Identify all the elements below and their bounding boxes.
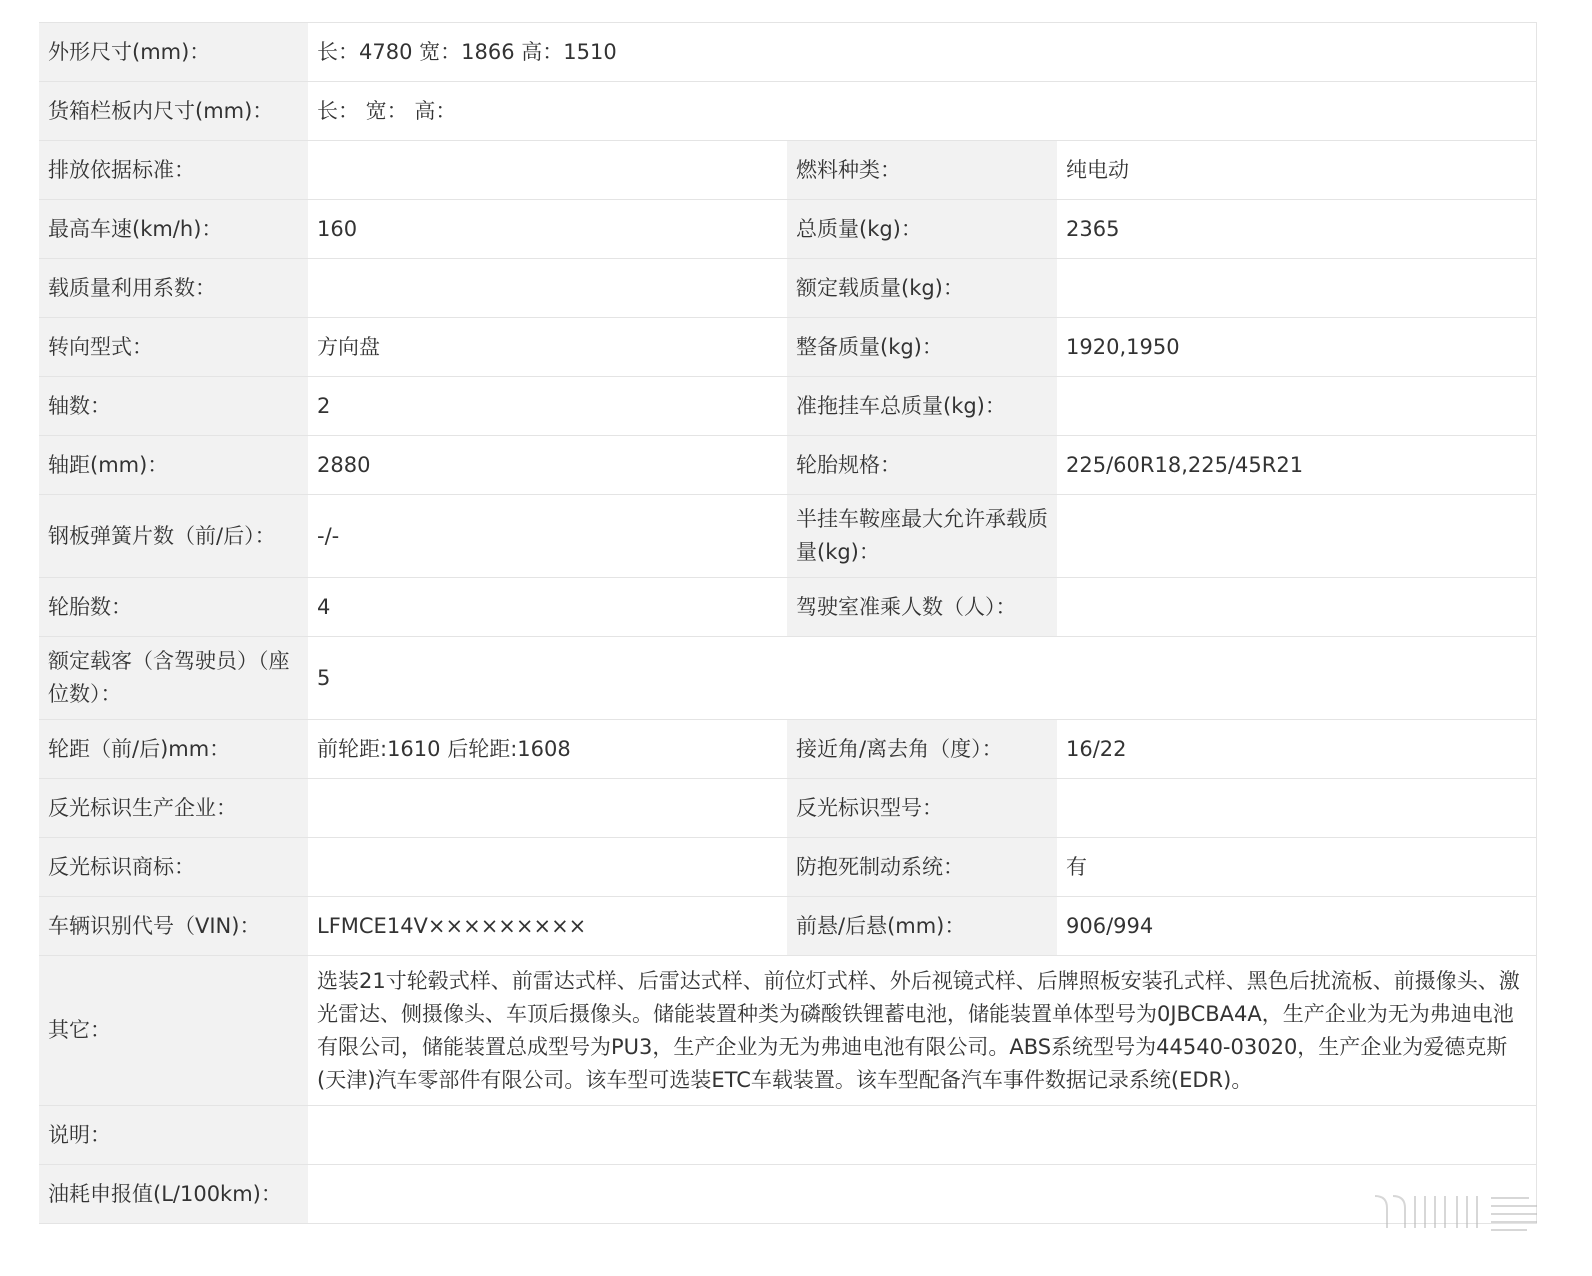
approach-departure-angle-value: 16/22 bbox=[1057, 720, 1536, 779]
seating-capacity-label: 额定载客（含驾驶员）（座位数）： bbox=[39, 637, 308, 720]
axle-count-label: 轴数： bbox=[39, 377, 308, 436]
dimensions-label: 外形尺寸(mm)： bbox=[39, 23, 308, 82]
table-row bbox=[39, 495, 1536, 578]
saddle-load-label: 半挂车鞍座最大允许承载质量(kg)： bbox=[787, 495, 1057, 578]
curb-weight-value: 1920,1950 bbox=[1057, 318, 1536, 377]
leaf-spring-count-value: -/- bbox=[308, 495, 787, 578]
towing-mass-label: 准拖挂车总质量(kg)： bbox=[787, 377, 1057, 436]
table-row bbox=[39, 838, 1536, 897]
reflector-brand-value bbox=[308, 838, 787, 897]
table-row bbox=[39, 1165, 1536, 1224]
fuel-consumption-label: 油耗申报值(L/100km)： bbox=[39, 1165, 308, 1224]
table-row bbox=[39, 259, 1536, 318]
emission-standard-label: 排放依据标准： bbox=[39, 141, 308, 200]
notes-label: 说明： bbox=[39, 1106, 308, 1165]
cargo-box-inner-dimensions-label: 货箱栏板内尺寸(mm)： bbox=[39, 82, 308, 141]
tire-count-label: 轮胎数： bbox=[39, 578, 308, 637]
saddle-load-value bbox=[1057, 495, 1536, 578]
rated-load-value bbox=[1057, 259, 1536, 318]
table-row bbox=[39, 779, 1536, 838]
track-width-value: 前轮距:1610 后轮距:1608 bbox=[308, 720, 787, 779]
fuel-type-label: 燃料种类： bbox=[787, 141, 1057, 200]
overhang-value: 906/994 bbox=[1057, 897, 1536, 956]
table-row bbox=[39, 200, 1536, 259]
curb-weight-label: 整备质量(kg)： bbox=[787, 318, 1057, 377]
track-width-label: 轮距（前/后)mm： bbox=[39, 720, 308, 779]
table-row bbox=[39, 82, 1536, 141]
other-value: 选装21寸轮毂式样、前雷达式样、后雷达式样、前位灯式样、外后视镜式样、后牌照板安装孔式样、黑色后扰流板、前摄像头、激光雷达、侧摄像头、车顶后摄像头。储能装置种类为磷酸铁锂蓄电池，储能装置单体型号为0JBCBA4A，生产企业为无为弗迪电池有限公司，储能装置总成型号为PU3，生产企业为无为弗迪电池有限公司。ABS系统型号为44540-03020，生产企业为爱德克斯(天津)汽车零部件有限公司。该车型可选装ETC车载装置。该车型配备汽车事件数据记录系统(EDR)。 bbox=[308, 956, 1536, 1106]
seating-capacity-value: 5 bbox=[308, 637, 1536, 720]
rated-load-label: 额定载质量(kg)： bbox=[787, 259, 1057, 318]
tire-spec-value: 225/60R18,225/45R21 bbox=[1057, 436, 1536, 495]
dimensions-value: 长：4780 宽：1866 高：1510 bbox=[308, 23, 1536, 82]
emission-standard-value bbox=[308, 141, 787, 200]
cab-occupancy-label: 驾驶室准乘人数（人）： bbox=[787, 578, 1057, 637]
reflector-model-value bbox=[1057, 779, 1536, 838]
reflector-model-label: 反光标识型号： bbox=[787, 779, 1057, 838]
table-row bbox=[39, 318, 1536, 377]
tire-spec-label: 轮胎规格： bbox=[787, 436, 1057, 495]
wheelbase-label: 轴距(mm)： bbox=[39, 436, 308, 495]
reflector-brand-label: 反光标识商标： bbox=[39, 838, 308, 897]
overhang-label: 前悬/后悬(mm)： bbox=[787, 897, 1057, 956]
cargo-box-inner-dimensions-value: 长： 宽： 高： bbox=[308, 82, 1536, 141]
table-row bbox=[39, 956, 1536, 1106]
abs-value: 有 bbox=[1057, 838, 1536, 897]
approach-departure-angle-label: 接近角/离去角（度）： bbox=[787, 720, 1057, 779]
steering-type-label: 转向型式： bbox=[39, 318, 308, 377]
gross-mass-value: 2365 bbox=[1057, 200, 1536, 259]
vin-label: 车辆识别代号（VIN)： bbox=[39, 897, 308, 956]
load-utilization-value bbox=[308, 259, 787, 318]
gross-mass-label: 总质量(kg)： bbox=[787, 200, 1057, 259]
fuel-type-value: 纯电动 bbox=[1057, 141, 1536, 200]
steering-type-value: 方向盘 bbox=[308, 318, 787, 377]
other-label: 其它： bbox=[39, 956, 308, 1106]
max-speed-label: 最高车速(km/h)： bbox=[39, 200, 308, 259]
fuel-consumption-value bbox=[308, 1165, 1536, 1224]
table-row bbox=[39, 377, 1536, 436]
leaf-spring-count-label: 钢板弹簧片数（前/后）： bbox=[39, 495, 308, 578]
table-row bbox=[39, 720, 1536, 779]
table-row bbox=[39, 1106, 1536, 1165]
reflector-manufacturer-value bbox=[308, 779, 787, 838]
table-row bbox=[39, 23, 1536, 82]
axle-count-value: 2 bbox=[308, 377, 787, 436]
vin-value: LFMCE14V××××××××× bbox=[308, 897, 787, 956]
table-row bbox=[39, 578, 1536, 637]
table-row bbox=[39, 436, 1536, 495]
cab-occupancy-value bbox=[1057, 578, 1536, 637]
table-row bbox=[39, 637, 1536, 720]
abs-label: 防抱死制动系统： bbox=[787, 838, 1057, 897]
load-utilization-label: 载质量利用系数： bbox=[39, 259, 308, 318]
table-row bbox=[39, 897, 1536, 956]
watermark-logo bbox=[1367, 1190, 1557, 1234]
wheelbase-value: 2880 bbox=[308, 436, 787, 495]
reflector-manufacturer-label: 反光标识生产企业： bbox=[39, 779, 308, 838]
notes-value bbox=[308, 1106, 1536, 1165]
tire-count-value: 4 bbox=[308, 578, 787, 637]
vehicle-spec-table bbox=[39, 22, 1537, 1224]
table-row bbox=[39, 141, 1536, 200]
towing-mass-value bbox=[1057, 377, 1536, 436]
max-speed-value: 160 bbox=[308, 200, 787, 259]
